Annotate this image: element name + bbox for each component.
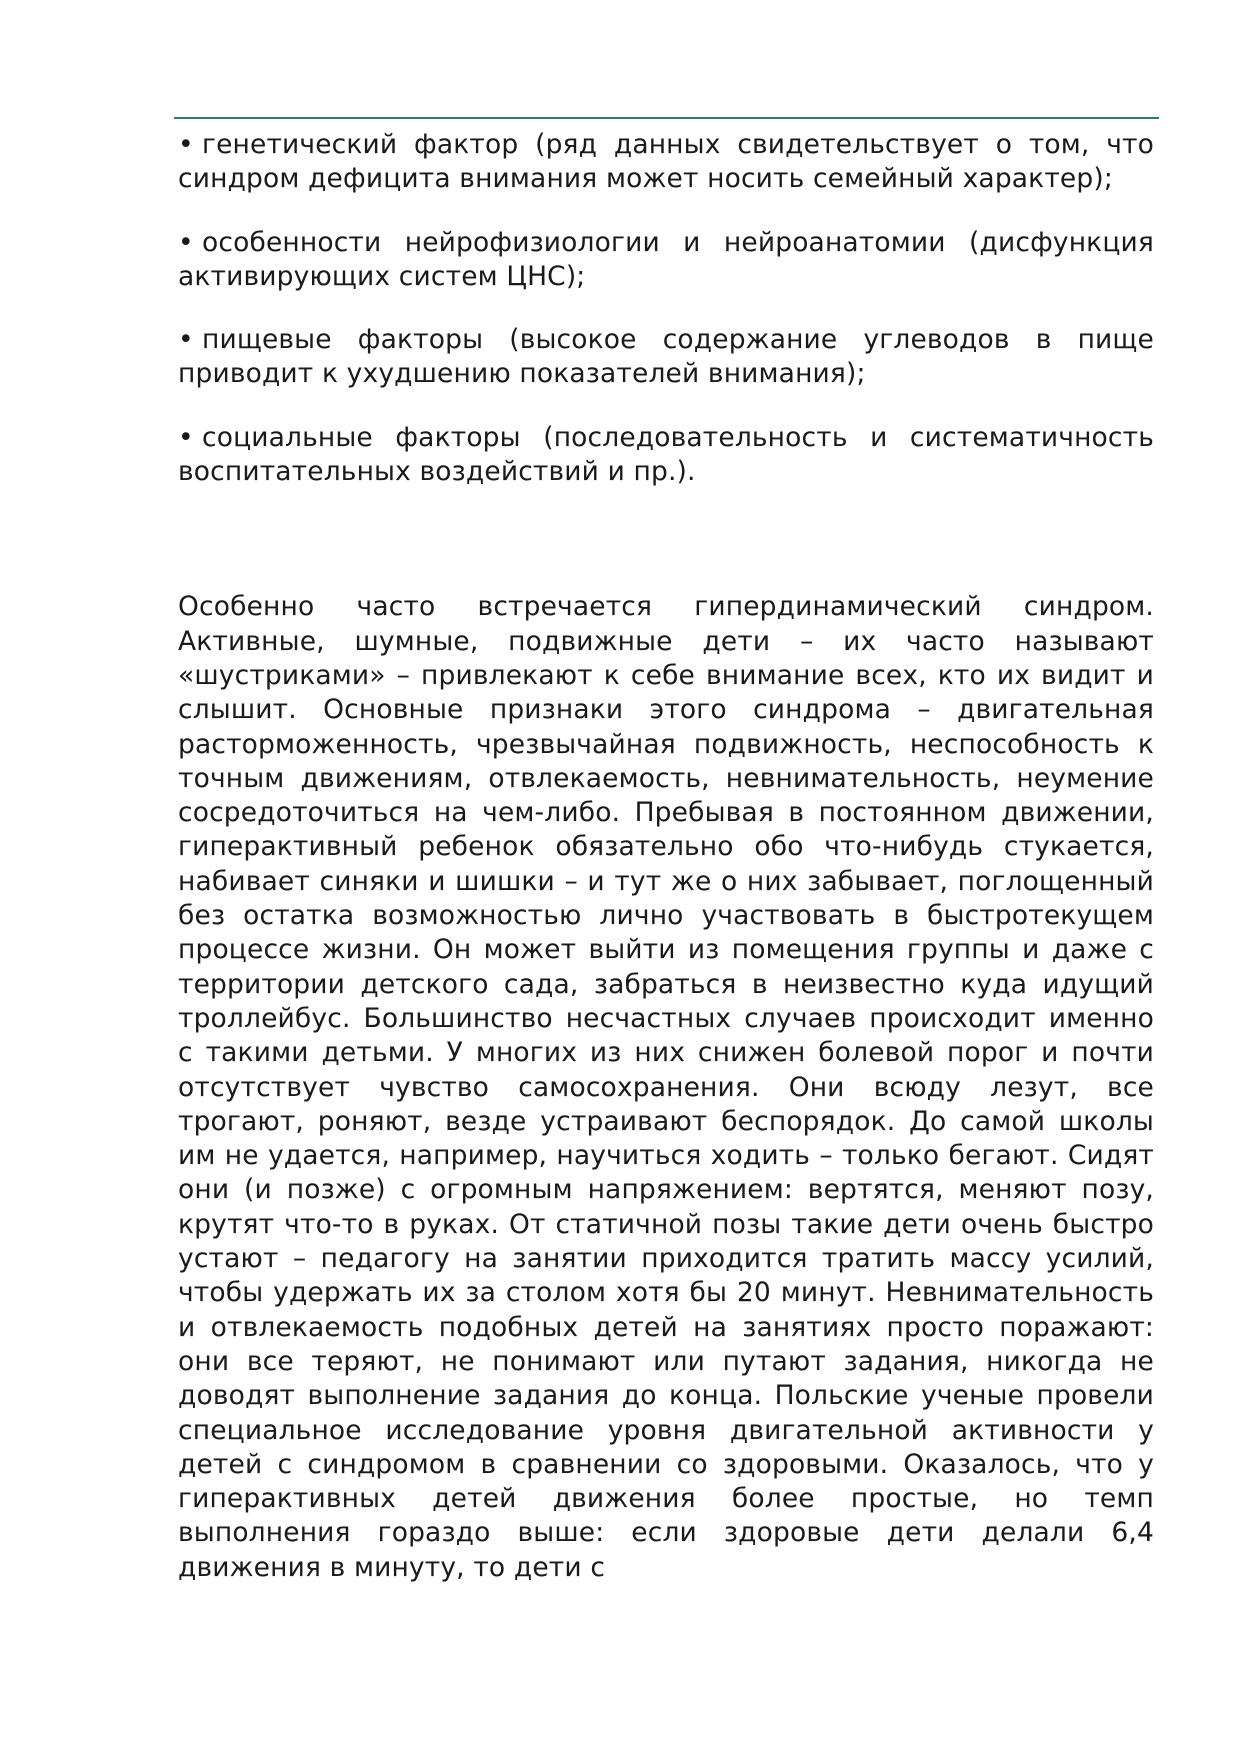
bullet-item <box>178 128 1154 197</box>
bullet-text: генетический фактор (ряд данных свидетельствует о том, что синдром дефицита внимания может носить семейный характер); <box>178 129 1154 195</box>
bullet-item <box>178 226 1154 295</box>
bullet-item <box>178 323 1154 392</box>
bullet-text: социальные факторы (последовательность и систематичность воспитательных воздействий и пр.). <box>178 421 1154 488</box>
bullet-mark: • <box>178 129 194 160</box>
header-rule <box>174 117 1159 119</box>
body-paragraph: Особенно часто встречается гипердинамический синдром. Активные, шумные, подвижные дети – их часто называют «шустриками» – привлекают к себе внимание всех, кто их видит и слышит. Основные признаки этого синдрома – двигательная расторможенность, чрезвычайная подвижность, неспособность к точным движениям, отвлекаемость, невнимательность, неумение сосредоточиться на чем-либо. Пребывая в постоянном движении, гиперактивный ребенок обязательно обо что-нибудь стукается, набивает синяки и шишки – и тут же о них забывает, поглощенный без остатка возможностью лично участвовать в быстротекущем процессе жизни. Он может выйти из помещения группы и даже с территории детского сада, забраться в неизвестно куда идущий троллейбус. Большинство несчастных случаев происходит именно с такими детьми. У многих из них снижен болевой порог и почти отсутствует чувство самосохранения. Они всюду лезут, все трогают, роняют, везде устраивают беспорядок. До самой школы им не удается, например, научиться ходить – только бегают. Сидят они (и позже) с огромным напряжением: вертятся, меняют позу, крутят что-то в руках. От статичной позы такие дети очень быстро устают – педагогу на занятии приходится тратить массу усилий, чтобы удержать их за столом хотя бы 20 минут. Невнимательность и отвлекаемость подобных детей на занятиях просто поражают: они все теряют, не понимают или путают задания, никогда не доводят выполнение задания до конца. Польские ученые провели специальное исследование уровня двигательной активности у детей с синдромом в сравнении со здоровыми. Оказалось, что у гиперактивных детей движения более простые, но темп выполнения гораздо выше: если здоровые дети делали 6,4 движения в минуту, то дети с <box>178 591 1154 1583</box>
bullet-mark: • <box>178 226 194 258</box>
bullet-item <box>178 421 1154 490</box>
bullet-mark: • <box>178 324 194 356</box>
bullet-text: особенности нейрофизиологии и нейроанатомии (дисфункция активирующих систем ЦНС); <box>178 226 1154 292</box>
bullet-text: пищевые факторы (высокое содержание углеводов в пище приводит к ухудшению показателей внимания); <box>178 324 1154 390</box>
bullet-mark: • <box>178 421 194 453</box>
page-content <box>178 128 1154 1585</box>
